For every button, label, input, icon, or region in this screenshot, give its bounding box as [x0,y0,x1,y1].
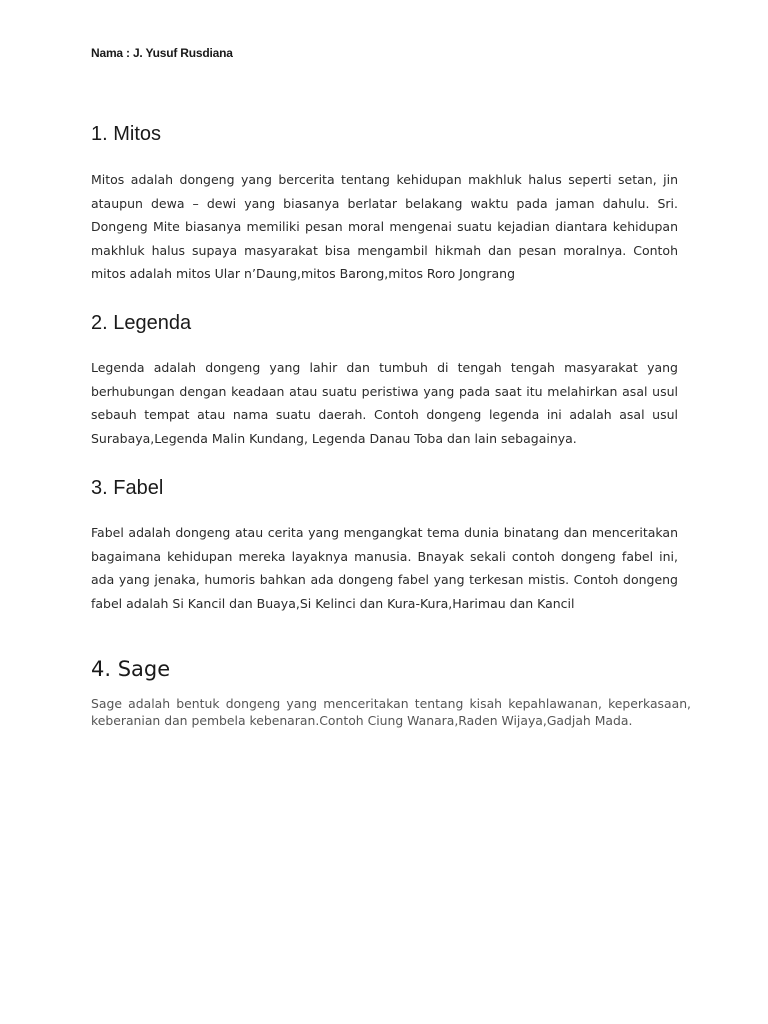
section-heading-legenda: 2. Legenda [91,312,192,334]
section-heading-fabel: 3. Fabel [91,477,164,499]
section-text-sage: Sage adalah bentuk dongeng yang menceritakan tentang kisah kepahlawanan, keperkasaan, keberanian dan pembela kebenaran.Contoh Ciung Wanara,Raden Wijaya,Gadjah Mada. [91,696,691,728]
section-text-mitos: Mitos adalah dongeng yang bercerita tentang kehidupan makhluk halus seperti setan, jin ataupun dewa – dewi yang biasanya berlatar belakang waktu pada jaman dahulu. Sri. Dongeng Mite biasanya memiliki pesan moral mengenai suatu kejadian diantara kehidupan makhluk halus supaya masyarakat bisa mengambil hikmah dan pesan moralnya. Contoh mitos adalah mitos Ular n’Daung,mitos Barong,mitos Roro Jongrang [91,172,678,282]
section-heading-sage: 4. Sage [91,657,171,681]
section-heading-mitos: 1. Mitos [91,123,162,145]
section-text-fabel: Fabel adalah dongeng atau cerita yang mengangkat tema dunia binatang dan menceritakan bagaimana kehidupan mereka layaknya manusia. Bnayak sekali contoh dongeng fabel ini, ada yang jenaka, humoris bahkan ada dongeng fabel yang terkesan mistis. Contoh dongeng fabel adalah Si Kancil dan Buaya,Si Kelinci dan Kura-Kura,Harimau dan Kancil [91,525,678,611]
author-name: Nama : J. Yusuf Rusdiana [91,46,233,60]
section-text-legenda: Legenda adalah dongeng yang lahir dan tumbuh di tengah tengah masyarakat yang berhubungan dengan keadaan atau suatu peristiwa yang pada saat itu melahirkan asal usul sebauh tempat atau nama suatu daerah. Contoh dongeng legenda ini adalah asal usul Surabaya,Legenda Malin Kundang, Legenda Danau Toba dan lain sebagainya. [91,360,678,446]
